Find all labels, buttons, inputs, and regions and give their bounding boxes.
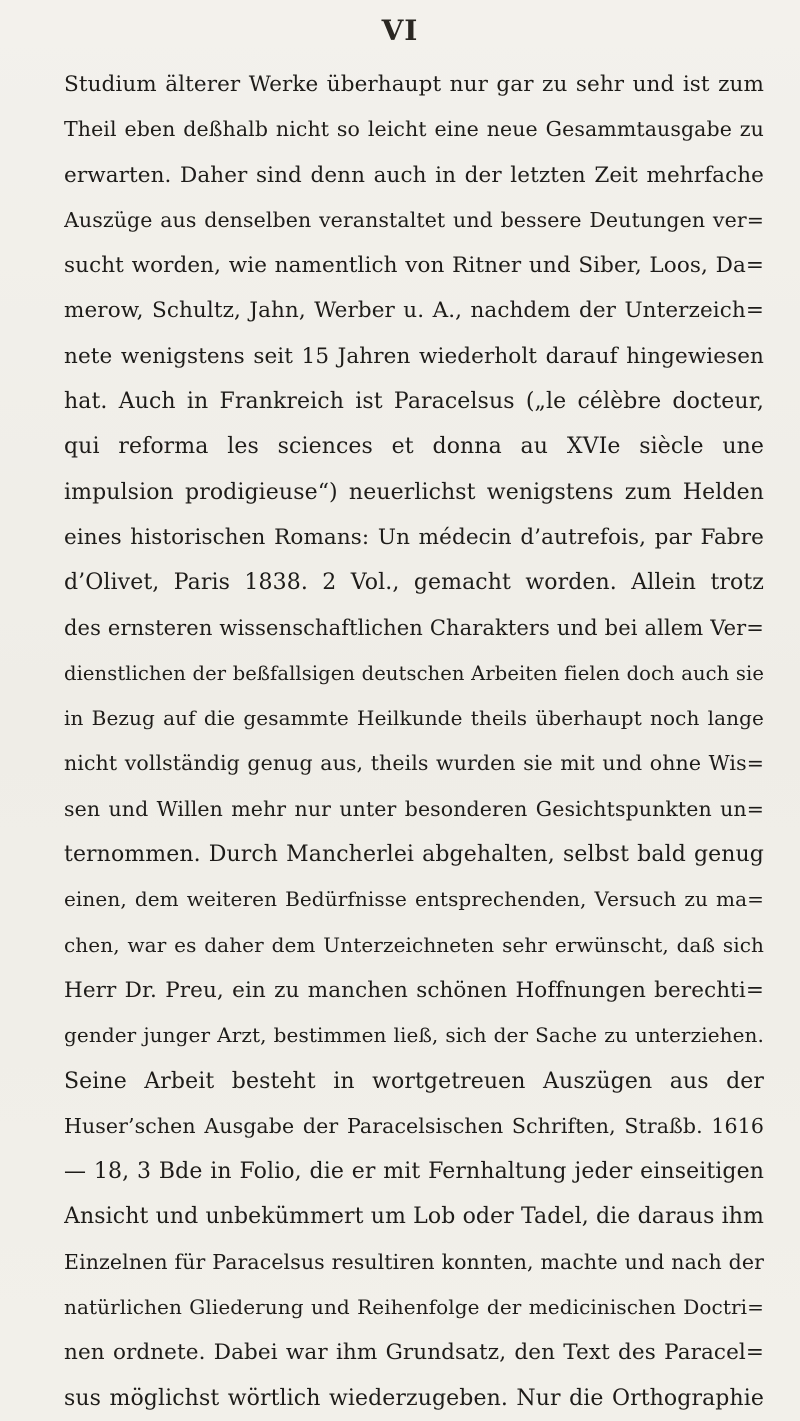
text-line: sucht worden, wie namentlich von Ritner und Siber, Loos, Da= xyxy=(64,253,764,279)
text-line: sus möglichst wörtlich wiederzugeben. Nur die Orthographie xyxy=(64,1385,764,1411)
text-line: erwarten. Daher sind denn auch in der letzten Zeit mehrfache xyxy=(64,162,764,188)
text-line: Huser’schen Ausgabe der Paracelsischen Schriften, Straßb. 1616 xyxy=(64,1113,764,1138)
text-line: chen, war es daher dem Unterzeichneten sehr erwünscht, daß sich xyxy=(64,932,764,957)
text-line: — 18, 3 Bde in Folio, die er mit Fernhaltung jeder einseitigen xyxy=(64,1159,764,1185)
text-line: Theil eben deßhalb nicht so leicht eine neue Gesammtausgabe zu xyxy=(64,117,764,142)
text-line: gender junger Arzt, bestimmen ließ, sich der Sache zu unterziehen. xyxy=(64,1023,764,1048)
text-line: nete wenigstens seit 15 Jahren wiederholt darauf hingewiesen xyxy=(64,343,764,369)
text-line: Herr Dr. Preu, ein zu manchen schönen Hoffnungen berechti= xyxy=(64,977,764,1003)
text-line: Ansicht und unbekümmert um Lob oder Tadel, die daraus ihm xyxy=(64,1204,764,1230)
text-line: sen und Willen mehr nur unter besonderen Gesichtspunkten un= xyxy=(64,796,764,821)
text-line: natürlichen Gliederung und Reihenfolge der medicinischen Doctri= xyxy=(64,1295,764,1320)
text-line: qui reforma les sciences et donna au XVIe siècle une xyxy=(64,434,764,460)
text-line: in Bezug auf die gesammte Heilkunde theils überhaupt noch lange xyxy=(64,706,764,731)
text-line: des ernsteren wissenschaftlichen Charakters und bei allem Ver= xyxy=(64,615,764,640)
text-line: Studium älterer Werke überhaupt nur gar zu sehr und ist zum xyxy=(64,72,764,97)
text-line: dienstlichen der beßfallsigen deutschen Arbeiten fielen doch auch sie xyxy=(64,661,764,685)
text-line: impulsion prodigieuse“) neuerlichst wenigstens zum Helden xyxy=(64,479,764,505)
text-line: Seine Arbeit besteht in wortgetreuen Auszügen aus der xyxy=(64,1068,764,1094)
text-line: d’Olivet, Paris 1838. 2 Vol., gemacht worden. Allein trotz xyxy=(64,570,764,596)
page-number: VI xyxy=(381,14,419,47)
text-line: nicht vollständig genug aus, theils wurden sie mit und ohne Wis= xyxy=(64,751,764,776)
text-line: ternommen. Durch Mancherlei abgehalten, selbst bald genug xyxy=(64,842,764,868)
text-line: Einzelnen für Paracelsus resultiren konnten, machte und nach der xyxy=(64,1249,764,1274)
text-line: eines historischen Romans: Un médecin d’autrefois, par Fabre xyxy=(64,524,764,550)
text-line: nen ordnete. Dabei war ihm Grundsatz, den Text des Paracel= xyxy=(64,1340,764,1366)
body-text xyxy=(64,62,764,1421)
text-line: einen, dem weiteren Bedürfnisse entsprechenden, Versuch zu ma= xyxy=(64,887,764,912)
text-line: hat. Auch in Frankreich ist Paracelsus („le célèbre docteur, xyxy=(64,389,764,415)
text-line: merow, Schultz, Jahn, Werber u. A., nachdem der Unterzeich= xyxy=(64,298,764,324)
text-line: Auszüge aus denselben veranstaltet und bessere Deutungen ver= xyxy=(64,207,764,232)
